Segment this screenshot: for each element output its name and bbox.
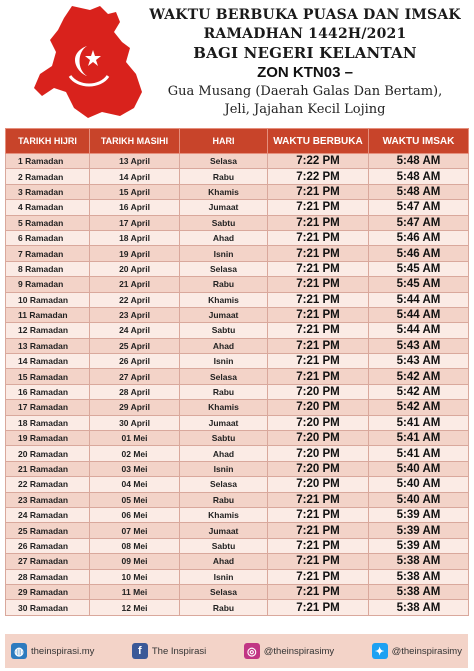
table-row [6, 230, 469, 245]
cell-hari: Khamis [180, 292, 268, 307]
cell-masihi: 17 April [90, 215, 180, 230]
cell-berbuka: 7:21 PM [268, 569, 369, 584]
table-row [6, 415, 469, 430]
cell-hijri: 21 Ramadan [6, 461, 90, 476]
cell-hari: Ahad [180, 446, 268, 461]
table-row [6, 323, 469, 338]
cell-masihi: 26 April [90, 354, 180, 369]
cell-imsak: 5:48 AM [369, 184, 469, 199]
cell-berbuka: 7:21 PM [268, 292, 369, 307]
cell-hijri: 29 Ramadan [6, 584, 90, 599]
table-row [6, 584, 469, 599]
table-row [6, 307, 469, 322]
table-row [6, 246, 469, 261]
cell-masihi: 07 Mei [90, 523, 180, 538]
cell-masihi: 11 Mei [90, 584, 180, 599]
cell-imsak: 5:46 AM [369, 246, 469, 261]
table-row [6, 292, 469, 307]
cell-hari: Isnin [180, 354, 268, 369]
cell-masihi: 13 April [90, 154, 180, 169]
cell-masihi: 04 Mei [90, 477, 180, 492]
footer-instagram[interactable] [244, 643, 334, 659]
cell-hari: Ahad [180, 554, 268, 569]
cell-imsak: 5:43 AM [369, 338, 469, 353]
table-row [6, 184, 469, 199]
cell-hari: Ahad [180, 230, 268, 245]
cell-imsak: 5:41 AM [369, 431, 469, 446]
footer-twitter[interactable] [372, 643, 462, 659]
table-row [6, 354, 469, 369]
table-row [6, 554, 469, 569]
cell-hari: Selasa [180, 261, 268, 276]
footer-bar [5, 634, 468, 668]
col-header-imsak: WAKTU IMSAK [369, 129, 469, 154]
cell-hijri: 9 Ramadan [6, 277, 90, 292]
cell-hijri: 2 Ramadan [6, 169, 90, 184]
cell-imsak: 5:40 AM [369, 461, 469, 476]
cell-masihi: 01 Mei [90, 431, 180, 446]
cell-masihi: 25 April [90, 338, 180, 353]
cell-berbuka: 7:21 PM [268, 323, 369, 338]
cell-masihi: 22 April [90, 292, 180, 307]
cell-imsak: 5:44 AM [369, 292, 469, 307]
table-row [6, 569, 469, 584]
cell-hijri: 7 Ramadan [6, 246, 90, 261]
table-row [6, 600, 469, 615]
cell-hijri: 13 Ramadan [6, 338, 90, 353]
cell-imsak: 5:38 AM [369, 584, 469, 599]
cell-masihi: 20 April [90, 261, 180, 276]
cell-imsak: 5:48 AM [369, 169, 469, 184]
cell-berbuka: 7:21 PM [268, 354, 369, 369]
table-row [6, 477, 469, 492]
footer-website-label: theinspirasi.my [31, 645, 95, 657]
zone-areas-line-1: Gua Musang (Daerah Galas Dan Bertam), [167, 84, 443, 99]
cell-hari: Sabtu [180, 323, 268, 338]
cell-hari: Rabu [180, 277, 268, 292]
cell-imsak: 5:39 AM [369, 538, 469, 553]
cell-berbuka: 7:21 PM [268, 369, 369, 384]
cell-hari: Khamis [180, 507, 268, 522]
cell-imsak: 5:48 AM [369, 154, 469, 169]
cell-hijri: 22 Ramadan [6, 477, 90, 492]
cell-masihi: 02 Mei [90, 446, 180, 461]
table-row [6, 384, 469, 399]
cell-hari: Sabtu [180, 431, 268, 446]
table-body [6, 154, 469, 616]
col-header-berbuka: WAKTU BERBUKA [268, 129, 369, 154]
schedule-table [5, 128, 469, 616]
cell-berbuka: 7:21 PM [268, 584, 369, 599]
cell-masihi: 12 Mei [90, 600, 180, 615]
cell-masihi: 30 April [90, 415, 180, 430]
cell-masihi: 27 April [90, 369, 180, 384]
cell-imsak: 5:42 AM [369, 384, 469, 399]
cell-hijri: 24 Ramadan [6, 507, 90, 522]
cell-berbuka: 7:21 PM [268, 507, 369, 522]
cell-imsak: 5:44 AM [369, 323, 469, 338]
cell-berbuka: 7:21 PM [268, 600, 369, 615]
twitter-icon: ✦ [372, 643, 388, 659]
cell-masihi: 29 April [90, 400, 180, 415]
table-row [6, 169, 469, 184]
cell-masihi: 10 Mei [90, 569, 180, 584]
cell-berbuka: 7:21 PM [268, 554, 369, 569]
footer-website[interactable] [11, 643, 94, 659]
cell-hijri: 16 Ramadan [6, 384, 90, 399]
zone-label: ZON KTN03 – [257, 64, 353, 81]
cell-imsak: 5:41 AM [369, 415, 469, 430]
cell-berbuka: 7:22 PM [268, 154, 369, 169]
cell-imsak: 5:47 AM [369, 215, 469, 230]
cell-masihi: 08 Mei [90, 538, 180, 553]
table-row [6, 492, 469, 507]
col-header-masihi: TARIKH MASIHI [90, 129, 180, 154]
cell-hari: Selasa [180, 477, 268, 492]
cell-berbuka: 7:20 PM [268, 400, 369, 415]
cell-hari: Khamis [180, 400, 268, 415]
title-line-3: BAGI NEGERI KELANTAN [193, 44, 417, 62]
cell-hari: Jumaat [180, 415, 268, 430]
footer-twitter-label: @theinspirasimy [391, 645, 462, 657]
cell-berbuka: 7:21 PM [268, 338, 369, 353]
cell-imsak: 5:40 AM [369, 492, 469, 507]
cell-berbuka: 7:20 PM [268, 384, 369, 399]
cell-berbuka: 7:21 PM [268, 230, 369, 245]
kelantan-map-logo [30, 4, 148, 120]
title-line-1: WAKTU BERBUKA PUASA DAN IMSAK [149, 7, 461, 23]
cell-hari: Rabu [180, 169, 268, 184]
cell-masihi: 18 April [90, 230, 180, 245]
cell-hari: Isnin [180, 569, 268, 584]
title-block [140, 6, 470, 119]
cell-berbuka: 7:21 PM [268, 492, 369, 507]
cell-berbuka: 7:20 PM [268, 446, 369, 461]
cell-hijri: 28 Ramadan [6, 569, 90, 584]
cell-hijri: 1 Ramadan [6, 154, 90, 169]
cell-masihi: 19 April [90, 246, 180, 261]
cell-hari: Ahad [180, 338, 268, 353]
table-row [6, 215, 469, 230]
cell-masihi: 21 April [90, 277, 180, 292]
col-header-hijri: TARIKH HIJRI [6, 129, 90, 154]
cell-berbuka: 7:21 PM [268, 246, 369, 261]
cell-berbuka: 7:20 PM [268, 431, 369, 446]
cell-imsak: 5:39 AM [369, 523, 469, 538]
cell-berbuka: 7:20 PM [268, 415, 369, 430]
title-line-2: RAMADHAN 1442H/2021 [203, 26, 407, 42]
cell-hari: Jumaat [180, 307, 268, 322]
zone-areas-line-2: Jeli, Jajahan Kecil Lojing [224, 102, 386, 117]
cell-berbuka: 7:20 PM [268, 477, 369, 492]
table-header-row [6, 129, 469, 154]
cell-berbuka: 7:21 PM [268, 277, 369, 292]
cell-hari: Rabu [180, 600, 268, 615]
cell-berbuka: 7:21 PM [268, 184, 369, 199]
cell-imsak: 5:38 AM [369, 554, 469, 569]
cell-hijri: 14 Ramadan [6, 354, 90, 369]
cell-imsak: 5:38 AM [369, 600, 469, 615]
cell-hijri: 15 Ramadan [6, 369, 90, 384]
footer-facebook[interactable] [132, 643, 206, 659]
cell-hari: Isnin [180, 461, 268, 476]
cell-hijri: 5 Ramadan [6, 215, 90, 230]
cell-imsak: 5:42 AM [369, 400, 469, 415]
footer-facebook-label: The Inspirasi [151, 645, 207, 657]
cell-berbuka: 7:20 PM [268, 461, 369, 476]
cell-imsak: 5:43 AM [369, 354, 469, 369]
cell-hijri: 19 Ramadan [6, 431, 90, 446]
cell-hari: Selasa [180, 369, 268, 384]
cell-imsak: 5:45 AM [369, 261, 469, 276]
cell-imsak: 5:45 AM [369, 277, 469, 292]
cell-hari: Khamis [180, 184, 268, 199]
facebook-icon: f [132, 643, 148, 659]
cell-masihi: 23 April [90, 307, 180, 322]
schedule-table-wrap [5, 128, 468, 616]
cell-masihi: 03 Mei [90, 461, 180, 476]
table-row [6, 523, 469, 538]
cell-imsak: 5:41 AM [369, 446, 469, 461]
cell-hari: Selasa [180, 154, 268, 169]
cell-berbuka: 7:21 PM [268, 200, 369, 215]
col-header-hari: HARI [180, 129, 268, 154]
table-row [6, 338, 469, 353]
cell-imsak: 5:38 AM [369, 569, 469, 584]
cell-hijri: 26 Ramadan [6, 538, 90, 553]
cell-berbuka: 7:21 PM [268, 538, 369, 553]
cell-hari: Rabu [180, 384, 268, 399]
cell-masihi: 16 April [90, 200, 180, 215]
cell-hijri: 3 Ramadan [6, 184, 90, 199]
table-row [6, 446, 469, 461]
cell-hari: Isnin [180, 246, 268, 261]
instagram-icon: ◎ [244, 643, 260, 659]
cell-hijri: 25 Ramadan [6, 523, 90, 538]
cell-hari: Sabtu [180, 538, 268, 553]
cell-hijri: 11 Ramadan [6, 307, 90, 322]
cell-masihi: 15 April [90, 184, 180, 199]
cell-hijri: 20 Ramadan [6, 446, 90, 461]
cell-hijri: 27 Ramadan [6, 554, 90, 569]
cell-masihi: 24 April [90, 323, 180, 338]
cell-imsak: 5:44 AM [369, 307, 469, 322]
cell-hijri: 23 Ramadan [6, 492, 90, 507]
cell-imsak: 5:46 AM [369, 230, 469, 245]
table-row [6, 431, 469, 446]
cell-hari: Selasa [180, 584, 268, 599]
cell-masihi: 14 April [90, 169, 180, 184]
table-row [6, 400, 469, 415]
footer-instagram-label: @theinspirasimy [263, 645, 335, 657]
cell-berbuka: 7:21 PM [268, 215, 369, 230]
table-row [6, 538, 469, 553]
cell-imsak: 5:47 AM [369, 200, 469, 215]
cell-hari: Rabu [180, 492, 268, 507]
cell-hijri: 8 Ramadan [6, 261, 90, 276]
cell-masihi: 06 Mei [90, 507, 180, 522]
cell-hijri: 12 Ramadan [6, 323, 90, 338]
cell-berbuka: 7:21 PM [268, 261, 369, 276]
table-row [6, 461, 469, 476]
cell-masihi: 28 April [90, 384, 180, 399]
cell-imsak: 5:40 AM [369, 477, 469, 492]
cell-berbuka: 7:22 PM [268, 169, 369, 184]
globe-icon: ◍ [11, 643, 27, 659]
cell-hari: Jumaat [180, 523, 268, 538]
cell-imsak: 5:39 AM [369, 507, 469, 522]
cell-hijri: 30 Ramadan [6, 600, 90, 615]
cell-hijri: 18 Ramadan [6, 415, 90, 430]
cell-hijri: 4 Ramadan [6, 200, 90, 215]
table-row [6, 277, 469, 292]
table-row [6, 200, 469, 215]
cell-hijri: 6 Ramadan [6, 230, 90, 245]
cell-hari: Jumaat [180, 200, 268, 215]
cell-hari: Sabtu [180, 215, 268, 230]
cell-hijri: 17 Ramadan [6, 400, 90, 415]
cell-berbuka: 7:21 PM [268, 307, 369, 322]
cell-masihi: 05 Mei [90, 492, 180, 507]
cell-berbuka: 7:21 PM [268, 523, 369, 538]
table-row [6, 261, 469, 276]
cell-imsak: 5:42 AM [369, 369, 469, 384]
table-row [6, 507, 469, 522]
cell-masihi: 09 Mei [90, 554, 180, 569]
table-row [6, 369, 469, 384]
table-row [6, 154, 469, 169]
cell-hijri: 10 Ramadan [6, 292, 90, 307]
